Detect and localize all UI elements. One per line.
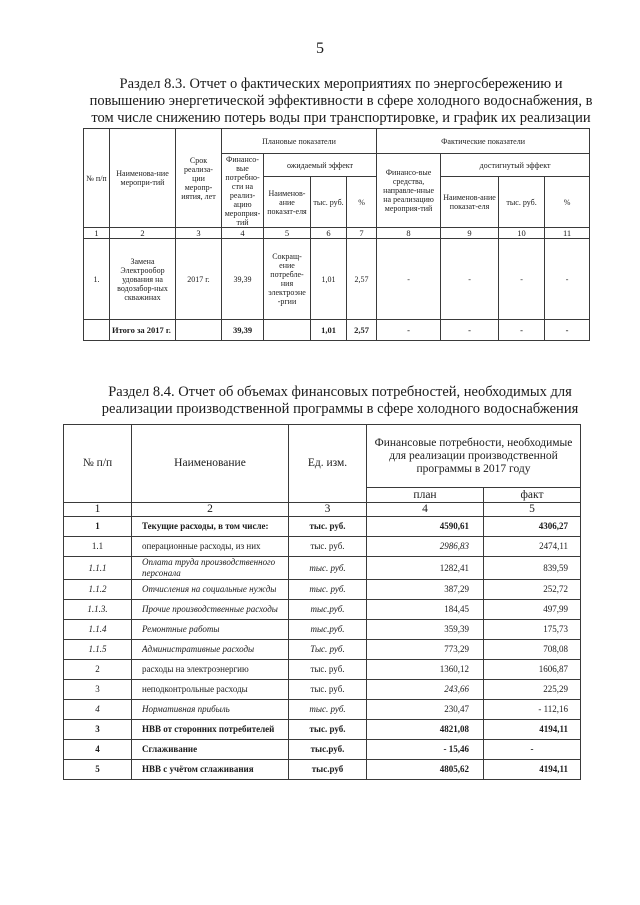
- row-name: Замена Электрообор удования на водозабор-ных скважинах: [110, 239, 176, 320]
- row-num: 1.1.5: [64, 640, 132, 660]
- row-unit: тыс.руб: [289, 760, 367, 780]
- fact-header: факт: [484, 488, 581, 503]
- column-number: 6: [311, 228, 347, 239]
- row-plan: 4590,61: [367, 517, 484, 537]
- row-fact: 708,08: [484, 640, 581, 660]
- fact-finance-header: Финансо-вые средства, направле-нные на реализацию мероприя-тий: [377, 154, 441, 228]
- row-fact: 175,73: [484, 620, 581, 640]
- col-term-header: Срок реализа-ции меропр-иятия, лет: [176, 129, 222, 228]
- column-number: 1: [84, 228, 110, 239]
- row-plan: - 15,46: [367, 740, 484, 760]
- row-num: 1.1.1: [64, 557, 132, 580]
- column-number: 3: [289, 503, 367, 517]
- column-number: 4: [222, 228, 264, 239]
- row-name: расходы на электроэнергию: [132, 660, 289, 680]
- row-fact: 252,72: [484, 580, 581, 600]
- column-number: 9: [441, 228, 499, 239]
- column-number: 5: [484, 503, 581, 517]
- row-unit: тыс. руб.: [289, 720, 367, 740]
- row-num: 2: [64, 660, 132, 680]
- row-num: 4: [64, 700, 132, 720]
- row-name: НВВ с учётом сглаживания: [132, 760, 289, 780]
- total-row: [84, 320, 590, 341]
- section-8-4-title-line: реализации производственной программы в сфере холодного водоснабжения: [101, 401, 579, 417]
- row-plan: 2986,83: [367, 537, 484, 557]
- fact-effect-name-header: Наименов-ание показат-еля: [441, 177, 499, 228]
- col-num-header: № п/п: [84, 129, 110, 228]
- table-row: [64, 580, 581, 600]
- total-fact-name: -: [441, 320, 499, 341]
- total-label: Итого за 2017 г.: [110, 320, 176, 341]
- row-plan: 4821,08: [367, 720, 484, 740]
- row-fact: 4194,11: [484, 760, 581, 780]
- financial-needs-header: Финансовые потребности, необходимые для реализации производственной программы в 2017 году: [367, 425, 581, 488]
- row-fact: 839,59: [484, 557, 581, 580]
- row-plan: 1360,12: [367, 660, 484, 680]
- table-row: [64, 600, 581, 620]
- effect-name-header: Наименов-ание показат-еля: [264, 177, 311, 228]
- row-plan: 1282,41: [367, 557, 484, 580]
- row-name: неподконтрольные расходы: [132, 680, 289, 700]
- row-name: Ремонтные работы: [132, 620, 289, 640]
- row-effect-name: Сокращ-ение потребле-ния электроэне -ргии: [264, 239, 311, 320]
- row-plan: 184,45: [367, 600, 484, 620]
- plan-header: план: [367, 488, 484, 503]
- row-plan: 4805,62: [367, 760, 484, 780]
- fact-effect-rub-header: тыс. руб.: [499, 177, 545, 228]
- plan-finance-header: Финансо-вые потребно-сти на реализ-ацию мероприя-тий: [222, 154, 264, 228]
- table-row: [64, 720, 581, 740]
- page-number: 5: [316, 40, 324, 57]
- row-name: Сглаживание: [132, 740, 289, 760]
- row-fact: 2474,11: [484, 537, 581, 557]
- col-name-header: Наименова-ние меропри-тий: [110, 129, 176, 228]
- column-number: 2: [110, 228, 176, 239]
- column-number: 10: [499, 228, 545, 239]
- row-term: 2017 г.: [176, 239, 222, 320]
- section-8-3-title-line: Раздел 8.3. Отчет о фактических мероприятиях по энергосбережению и: [119, 76, 563, 92]
- row-fact: 4194,11: [484, 720, 581, 740]
- row-unit: тыс. руб.: [289, 580, 367, 600]
- section-8-4-title-line: Раздел 8.4. Отчет об объемах финансовых потребностей, необходимых для: [108, 384, 572, 400]
- total-fact-percent: -: [545, 320, 590, 341]
- row-num: 1.1: [64, 537, 132, 557]
- section-8-3-title-line: повышению энергетической эффективности в сфере холодного водоснабжения, в: [89, 93, 593, 109]
- row-unit: тыс. руб.: [289, 680, 367, 700]
- row-fact-name: -: [441, 239, 499, 320]
- section-8-4-title: [84, 384, 596, 418]
- row-name: Нормативная прибыль: [132, 700, 289, 720]
- row-num: 1.1.4: [64, 620, 132, 640]
- row-name: Текущие расходы, в том числе:: [132, 517, 289, 537]
- row-name: Отчисления на социальные нужды: [132, 580, 289, 600]
- energy-saving-table: [83, 128, 590, 341]
- row-unit: тыс. руб.: [289, 660, 367, 680]
- row-num: 5: [64, 760, 132, 780]
- row-name: Прочие производственные расходы: [132, 600, 289, 620]
- row-name: операционные расходы, из них: [132, 537, 289, 557]
- effect-percent-header: %: [347, 177, 377, 228]
- table-row: [64, 537, 581, 557]
- row-unit: тыс. руб.: [289, 557, 367, 580]
- column-number: 1: [64, 503, 132, 517]
- total-plan-finance: 39,39: [222, 320, 264, 341]
- row-unit: тыс.руб.: [289, 740, 367, 760]
- row-fact-rub: -: [499, 239, 545, 320]
- column-number: 7: [347, 228, 377, 239]
- row-fact-percent: -: [545, 239, 590, 320]
- fact-effect-percent-header: %: [545, 177, 590, 228]
- total-fact-finance: -: [377, 320, 441, 341]
- table-row: [64, 517, 581, 537]
- row-effect-rub: 1,01: [311, 239, 347, 320]
- table-row: [84, 239, 590, 320]
- row-num: 1.1.3.: [64, 600, 132, 620]
- row-unit: тыс.руб.: [289, 620, 367, 640]
- section-8-3-title-line: том числе снижению потерь воды при транспортировке, и график их реализации: [91, 110, 591, 126]
- column-number-row: [84, 228, 590, 239]
- row-fact: 225,29: [484, 680, 581, 700]
- column-number: 3: [176, 228, 222, 239]
- row-num: 1: [64, 517, 132, 537]
- row-num: 1.: [84, 239, 110, 320]
- table-row: [64, 760, 581, 780]
- expected-effect-header: ожидаемый эффект: [264, 154, 377, 177]
- col-name-header: Наименование: [132, 425, 289, 503]
- actual-indicators-header: Фактические показатели: [377, 129, 590, 154]
- total-effect-rub: 1,01: [311, 320, 347, 341]
- row-name: НВВ от сторонних потребителей: [132, 720, 289, 740]
- row-plan: 359,39: [367, 620, 484, 640]
- row-plan-finance: 39,39: [222, 239, 264, 320]
- row-name: Административные расходы: [132, 640, 289, 660]
- planned-indicators-header: Плановые показатели: [222, 129, 377, 154]
- column-number: 5: [264, 228, 311, 239]
- row-plan: 773,29: [367, 640, 484, 660]
- col-unit-header: Ед. изм.: [289, 425, 367, 503]
- row-effect-percent: 2,57: [347, 239, 377, 320]
- row-unit: тыс. руб.: [289, 517, 367, 537]
- row-num: 1.1.2: [64, 580, 132, 600]
- total-fact-rub: -: [499, 320, 545, 341]
- row-num: 3: [64, 720, 132, 740]
- row-fact: 4306,27: [484, 517, 581, 537]
- achieved-effect-header: достигнутый эффект: [441, 154, 590, 177]
- row-plan: 387,29: [367, 580, 484, 600]
- row-unit: Тыс. руб.: [289, 640, 367, 660]
- effect-rub-header: тыс. руб.: [311, 177, 347, 228]
- col-num-header: № п/п: [64, 425, 132, 503]
- row-fact: -: [484, 740, 581, 760]
- row-num: 4: [64, 740, 132, 760]
- row-fact: 497,99: [484, 600, 581, 620]
- table-row: [64, 740, 581, 760]
- total-effect-percent: 2,57: [347, 320, 377, 341]
- column-number: 2: [132, 503, 289, 517]
- table-row: [64, 557, 581, 580]
- row-fact: - 112,16: [484, 700, 581, 720]
- section-8-3-title: [80, 76, 602, 127]
- row-unit: тыс.руб.: [289, 600, 367, 620]
- table-row: [64, 700, 581, 720]
- column-number: 11: [545, 228, 590, 239]
- table-row: [64, 680, 581, 700]
- row-num: 3: [64, 680, 132, 700]
- row-unit: тыс. руб.: [289, 700, 367, 720]
- table-row: [64, 660, 581, 680]
- column-number: 4: [367, 503, 484, 517]
- row-plan: 243,66: [367, 680, 484, 700]
- row-plan: 230,47: [367, 700, 484, 720]
- financial-needs-table: [63, 424, 581, 780]
- row-name: Оплата труда производственного персонала: [132, 557, 289, 580]
- row-fact: 1606,87: [484, 660, 581, 680]
- column-number: 8: [377, 228, 441, 239]
- row-fact-finance: -: [377, 239, 441, 320]
- table-row: [64, 640, 581, 660]
- column-number-row: [64, 503, 581, 517]
- row-unit: тыс. руб.: [289, 537, 367, 557]
- table-row: [64, 620, 581, 640]
